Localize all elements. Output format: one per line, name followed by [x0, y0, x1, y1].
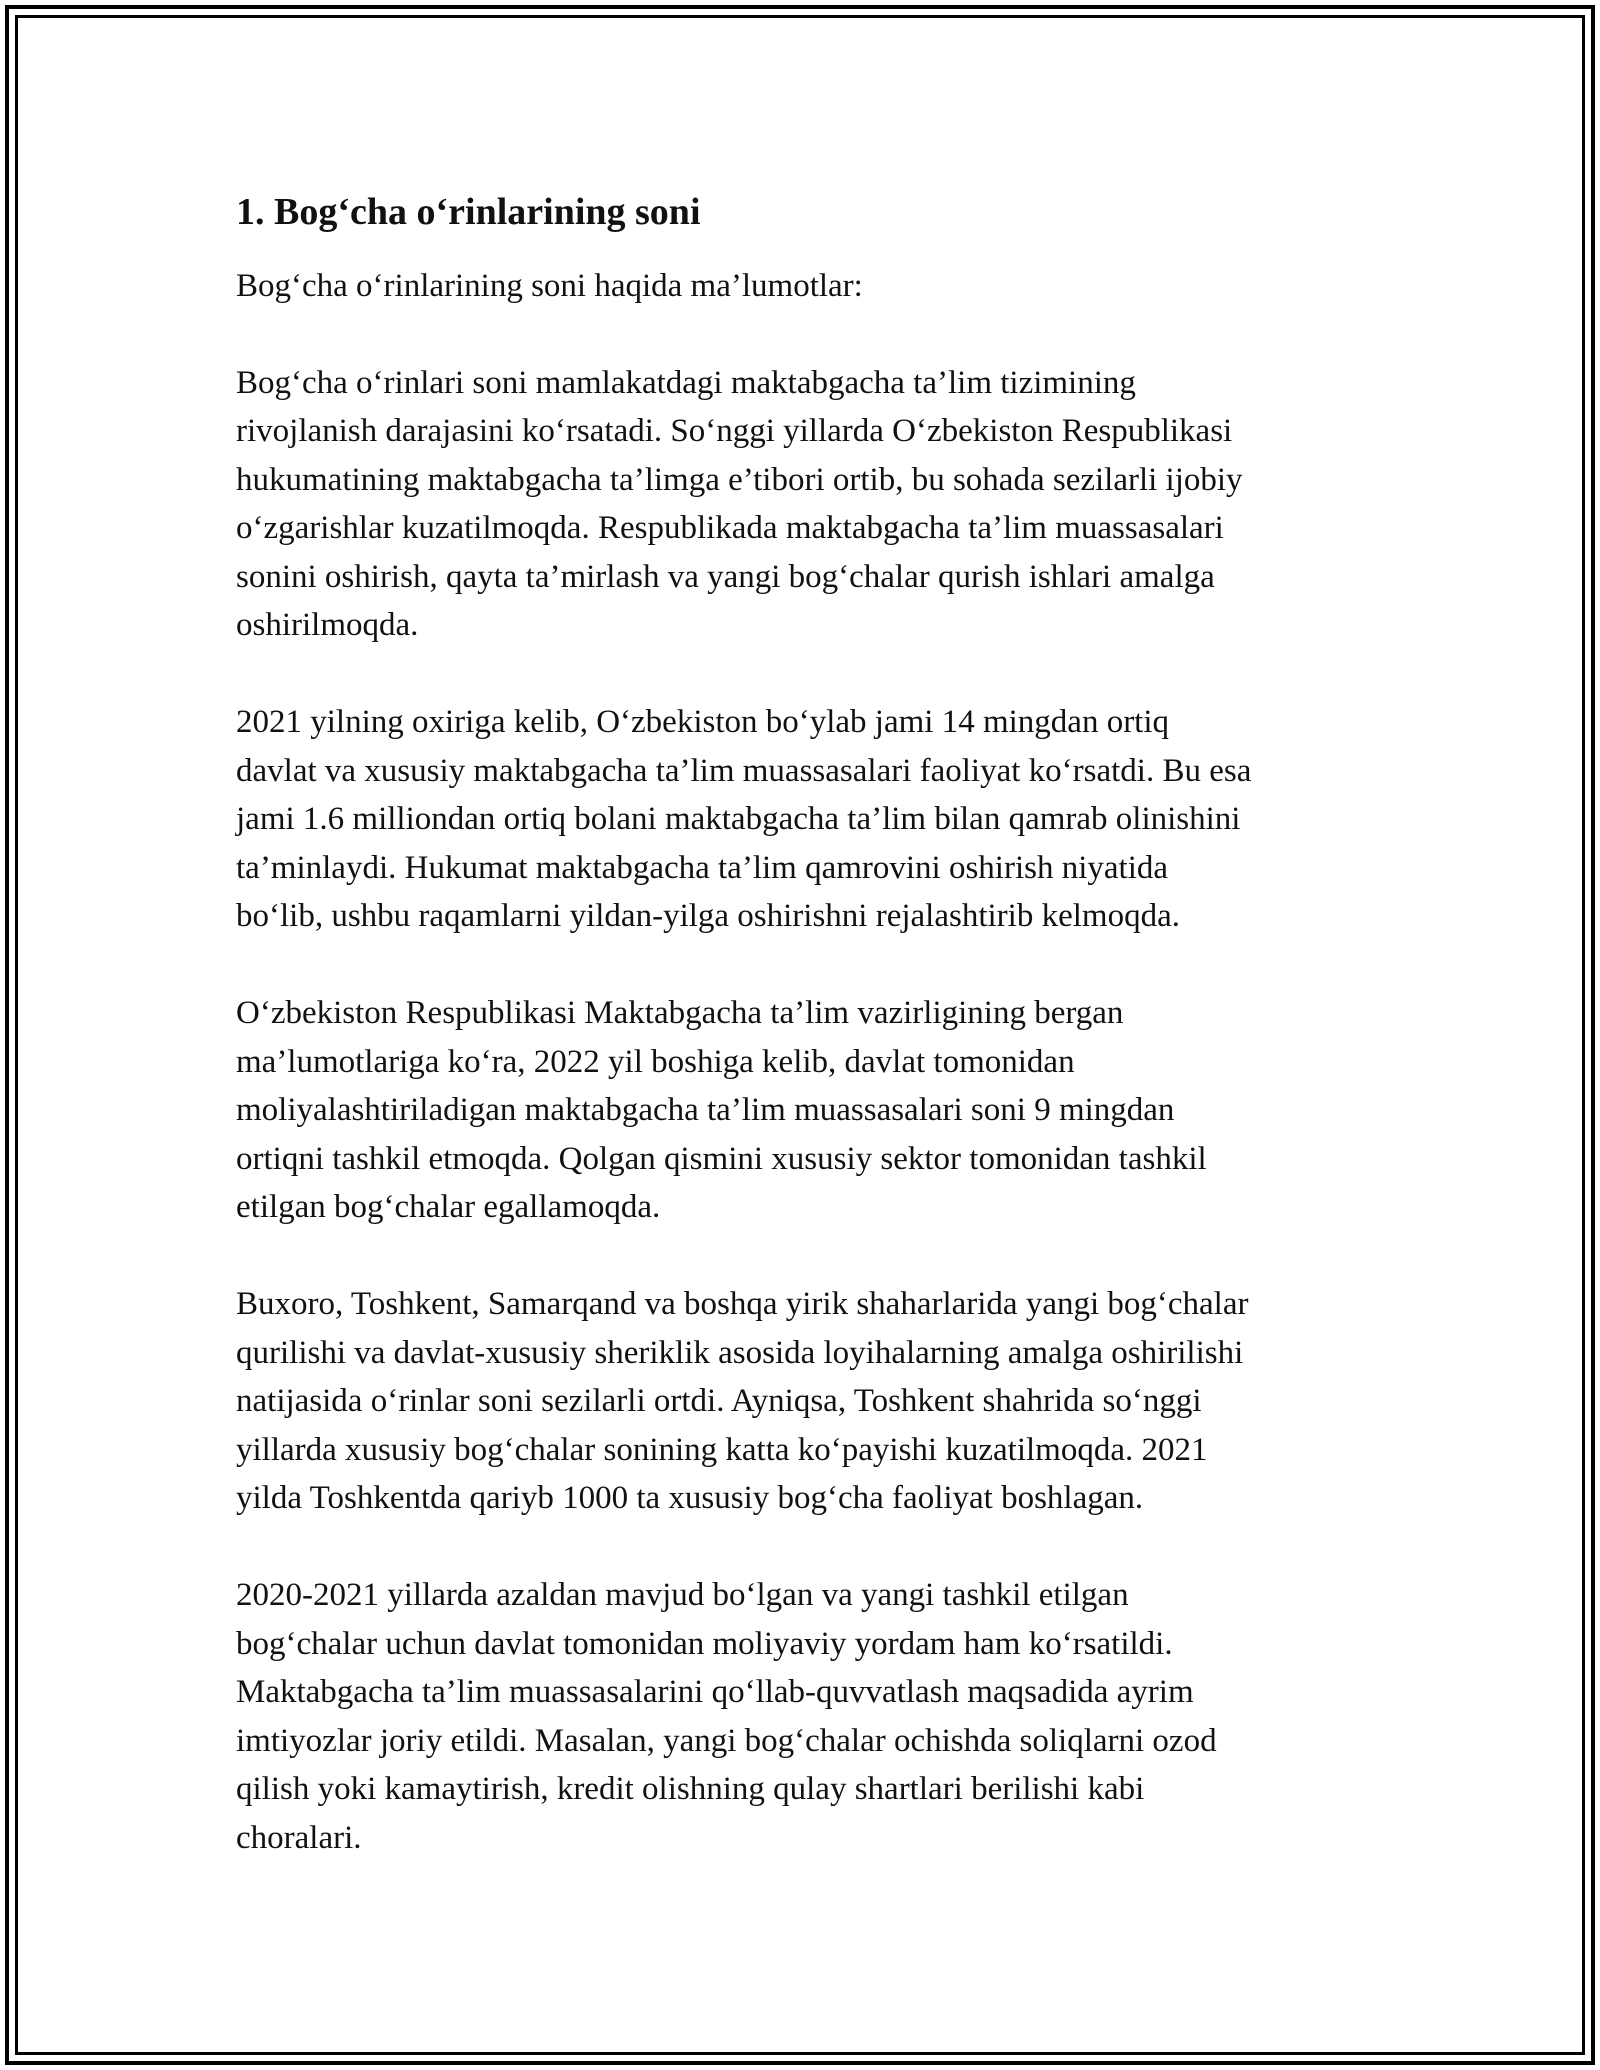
- paragraph-1: [236, 359, 1376, 650]
- paragraph-line: oshirilmoqda.: [236, 607, 419, 643]
- paragraph-line: hukumatining maktabgacha ta’limga e’tibori ortib, bu sohada sezilarli ijobiy: [236, 461, 1243, 498]
- paragraph-line: moliyalashtiriladigan maktabgacha ta’lim muassasalari soni 9 mingdan: [236, 1092, 1175, 1128]
- paragraph-line: imtiyozlar joriy etildi. Masalan, yangi bog‘chalar ochishda soliqlarni ozod: [236, 1722, 1217, 1759]
- paragraph-line: natijasida o‘rinlar soni sezilarli ortdi. Ayniqsa, Toshkent shahrida so‘nggi: [236, 1383, 1202, 1419]
- section-heading: 1. Bog‘cha o‘rinlarining soni: [236, 191, 701, 233]
- paragraph-line: yilda Toshkentda qariyb 1000 ta xususiy bog‘cha faoliyat boshlagan.: [236, 1480, 1144, 1516]
- paragraph-line: bog‘chalar uchun davlat tomonidan moliyaviy yordam ham ko‘rsatildi.: [236, 1625, 1173, 1662]
- section-lead: Bog‘cha o‘rinlarining soni haqida ma’lumotlar:: [236, 268, 863, 304]
- paragraph-line: Bog‘cha o‘rinlari soni mamlakatdagi maktabgacha ta’lim tizimining: [236, 364, 1136, 401]
- paragraph-line: o‘zgarishlar kuzatilmoqda. Respublikada maktabgacha ta’lim muassasalari: [236, 510, 1224, 546]
- paragraph-line: O‘zbekiston Respublikasi Maktabgacha ta’lim vazirligining bergan: [236, 995, 1124, 1031]
- paragraph-line: davlat va xususiy maktabgacha ta’lim muassasalari faoliyat ko‘rsatdi. Bu esa: [236, 752, 1252, 789]
- paragraph-line: sonini oshirish, qayta ta’mirlash va yangi bog‘chalar qurish ishlari amalga: [236, 558, 1215, 595]
- paragraph-5: [236, 1571, 1376, 1862]
- paragraph-line: 2020-2021 yillarda azaldan mavjud bo‘lgan va yangi tashkil etilgan: [236, 1577, 1129, 1613]
- paragraph-line: yillarda xususiy bog‘chalar sonining katta ko‘payishi kuzatilmoqda. 2021: [236, 1431, 1208, 1468]
- paragraph-line: ortiqni tashkil etmoqda. Qolgan qismini xususiy sektor tomonidan tashkil: [236, 1140, 1207, 1177]
- paragraph-2: [236, 698, 1376, 941]
- paragraph-line: Buxoro, Toshkent, Samarqand va boshqa yirik shaharlarida yangi bog‘chalar: [236, 1286, 1249, 1322]
- paragraph-line: Maktabgacha ta’lim muassasalarini qo‘llab-quvvatlash maqsadida ayrim: [236, 1674, 1194, 1710]
- paragraph-3: [236, 989, 1376, 1232]
- paragraph-line: rivojlanish darajasini ko‘rsatadi. So‘nggi yillarda O‘zbekiston Respublikasi: [236, 413, 1233, 449]
- paragraph-line: ta’minlaydi. Hukumat maktabgacha ta’lim qamrovini oshirish niyatida: [236, 849, 1169, 886]
- paragraph-line: jami 1.6 milliondan ortiq bolani maktabgacha ta’lim bilan qamrab olinishini: [236, 801, 1241, 837]
- paragraph-line: etilgan bog‘chalar egallamoqda.: [236, 1189, 661, 1225]
- paragraph-line: choralari.: [236, 1819, 362, 1856]
- paragraph-line: bo‘lib, ushbu raqamlarni yildan-yilga oshirishni rejalashtirib kelmoqda.: [236, 898, 1180, 934]
- document-body: [236, 186, 1376, 1911]
- paragraph-line: ma’lumotlariga ko‘ra, 2022 yil boshiga kelib, davlat tomonidan: [236, 1043, 1075, 1080]
- paragraph-line: qilish yoki kamaytirish, kredit olishning qulay shartlari berilishi kabi: [236, 1771, 1145, 1807]
- paragraph-line: 2021 yilning oxiriga kelib, O‘zbekiston bo‘ylab jami 14 mingdan ortiq: [236, 704, 1170, 740]
- paragraph-line: qurilishi va davlat-xususiy sheriklik asosida loyihalarning amalga oshirilishi: [236, 1334, 1244, 1371]
- paragraph-4: [236, 1280, 1376, 1523]
